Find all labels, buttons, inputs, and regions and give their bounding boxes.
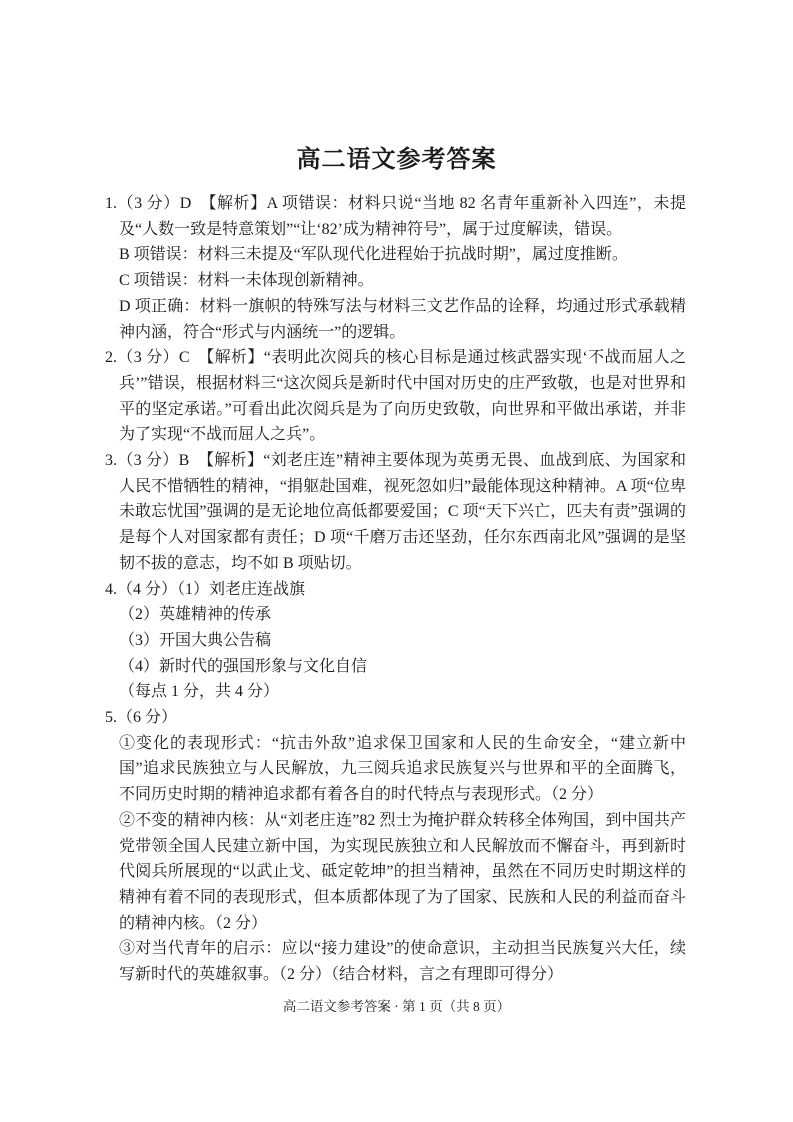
page-footer: 高二语文参考答案 · 第 1 页（共 8 页）	[282, 999, 511, 1014]
answer-paragraph: 5.（6 分）	[105, 709, 178, 727]
document-title: 高二语文参考答案	[296, 147, 497, 173]
answer-paragraph: ③对当代青年的启示：应以“接力建设”的使命意识，主动担当民族复兴大任，续写新时代的英雄叙事。（2 分）（结合材料，言之有理即可得分）	[119, 940, 686, 984]
answer-item-3	[105, 448, 686, 577]
answer-paragraph: C 项错误：材料一未体现创新精神。	[119, 272, 374, 290]
answer-paragraph: 3.（3 分）B 【解析】“刘老庄连”精神主要体现为英勇无畏、血战到底、为国家和人民不惜牺牲的精神，“捐躯赴国难，视死忽如归”最能体现这种精神。A 项“位卑未敢忘忧国”强调的是无论地位高低都要爱国；C 项“天下兴亡，匹夫有责”强调的是每个人对国家都有责任；D 项“千磨万击还坚劲，任尔东西南北风”强调的是坚韧不拔的意志，均不如 B 项贴切。	[105, 452, 686, 572]
answer-paragraph: （4）新时代的强国形象与文化自信	[119, 657, 368, 675]
answer-item-1	[105, 191, 686, 345]
answer-paragraph: ①变化的表现形式：“抗击外敌”追求保卫国家和人民的生命安全，“建立新中国”追求民族独立与人民解放，九三阅兵追求民族复兴与世界和平的全面腾飞，不同历史时期的精神追求都有着各自的时代特点与表现形式。（2 分）	[119, 734, 686, 804]
answer-paragraph: （每点 1 分，共 4 分）	[119, 683, 280, 701]
answer-item-4	[105, 577, 686, 706]
answers-list	[105, 191, 686, 988]
answer-paragraph: 2.（3 分）C 【解析】“表明此次阅兵的核心目标是通过核武器实现‘不战而屈人之兵’”错误，根据材料三“这次阅兵是新时代中国对历史的庄严致敬，也是对世界和平的坚定承诺。”可看出此次阅兵是为了向历史致敬，向世界和平做出承诺，并非为了实现“不战而屈人之兵”。	[105, 349, 686, 444]
answer-paragraph: B 项错误：材料三未提及“军队现代化进程始于抗战时期”，属过度推断。	[119, 246, 628, 264]
answer-item-5	[105, 705, 686, 988]
answer-paragraph: 1.（3 分）D 【解析】A 项错误：材料只说“当地 82 名青年重新补入四连”，未提及“人数一致是特意策划”“让‘82’成为精神符号”，属于过度解读，错误。	[105, 195, 686, 238]
answer-paragraph: （2）英雄精神的传承	[119, 606, 272, 624]
answer-paragraph: （3）开国大典公告稿	[119, 631, 272, 649]
answer-paragraph: ②不变的精神内核：从“刘老庄连”82 烈士为掩护群众转移全体殉国，到中国共产党带领全国人民建立新中国，为实现民族独立和人民解放而不懈奋斗，再到新时代阅兵所展现的“以武止戈、砥定乾坤”的担当精神，虽然在不同历史时期这样的精神有着不同的表现形式，但本质都体现了为了国家、民族和人民的利益而奋斗的精神内核。（2 分）	[119, 811, 686, 932]
answer-item-2	[105, 345, 686, 448]
answer-paragraph: D 项正确：材料一旗帜的特殊写法与材料三文艺作品的诠释，均通过形式承载精神内涵，符合“形式与内涵统一”的逻辑。	[119, 297, 686, 341]
answer-paragraph: 4.（4 分）（1）刘老庄连战旗	[105, 580, 306, 598]
